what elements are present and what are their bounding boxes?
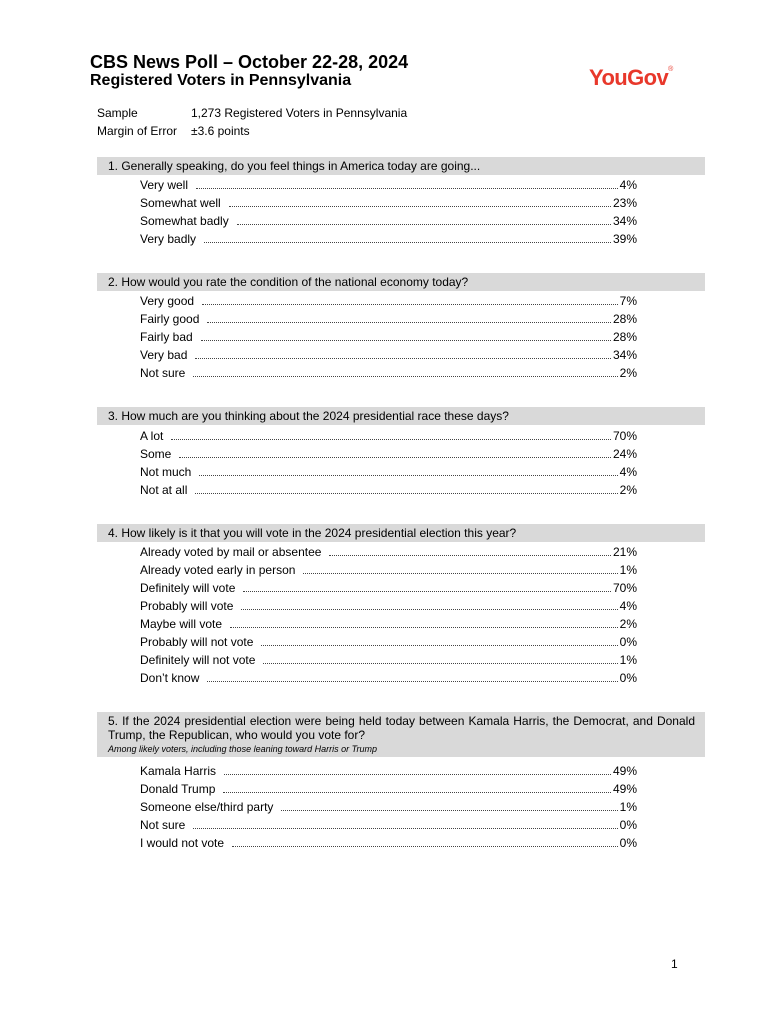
answer-label: Some xyxy=(140,447,172,461)
answer-row xyxy=(140,293,637,308)
answer-row xyxy=(140,616,637,631)
answer-row xyxy=(140,464,637,479)
leader-dots xyxy=(179,457,611,458)
question-2-header xyxy=(97,273,705,291)
answer-value: 4% xyxy=(619,465,637,479)
answer-value: 0% xyxy=(619,836,637,850)
answer-value: 21% xyxy=(612,545,637,559)
leader-dots xyxy=(195,358,611,359)
answer-value: 39% xyxy=(612,232,637,246)
answer-label: Don’t know xyxy=(140,671,200,685)
answer-value: 28% xyxy=(612,330,637,344)
question-3-header xyxy=(97,407,705,425)
leader-dots xyxy=(232,846,618,847)
answer-value: 0% xyxy=(619,635,637,649)
answer-row xyxy=(140,562,637,577)
question-text: 1. Generally speaking, do you feel things in America today are going... xyxy=(108,159,481,173)
leader-dots xyxy=(199,475,617,476)
answer-value: 1% xyxy=(619,800,637,814)
answer-row xyxy=(140,652,637,667)
answer-label: Very bad xyxy=(140,348,188,362)
answer-row xyxy=(140,428,637,443)
answer-label: Fairly bad xyxy=(140,330,193,344)
question-4-header xyxy=(97,524,705,542)
answer-value: 0% xyxy=(619,671,637,685)
answer-label: Not much xyxy=(140,465,192,479)
answer-value: 4% xyxy=(619,599,637,613)
leader-dots xyxy=(224,774,611,775)
leader-dots xyxy=(207,681,617,682)
answer-label: Already voted early in person xyxy=(140,563,296,577)
answer-row xyxy=(140,817,637,832)
answer-label: Somewhat well xyxy=(140,196,221,210)
leader-dots xyxy=(230,627,618,628)
answer-row xyxy=(140,329,637,344)
answer-row xyxy=(140,544,637,559)
answer-value: 1% xyxy=(619,563,637,577)
answer-value: 34% xyxy=(612,348,637,362)
answer-label: I would not vote xyxy=(140,836,225,850)
answer-row xyxy=(140,347,637,362)
answer-value: 4% xyxy=(619,178,637,192)
answer-label: Probably will not vote xyxy=(140,635,254,649)
leader-dots xyxy=(195,493,617,494)
question-text: 5. If the 2024 presidential election were being held today between Kamala Harris, the Democrat, and Donald Trump, the Republican, who would you vote for? xyxy=(108,714,695,742)
answer-label: Somewhat badly xyxy=(140,214,229,228)
leader-dots xyxy=(171,439,611,440)
page-subtitle: Registered Voters in Pennsylvania xyxy=(90,72,352,89)
leader-dots xyxy=(241,609,617,610)
answer-row xyxy=(140,634,637,649)
answer-row xyxy=(140,213,637,228)
leader-dots xyxy=(207,322,611,323)
answer-value: 70% xyxy=(612,581,637,595)
answer-row xyxy=(140,446,637,461)
leader-dots xyxy=(243,591,611,592)
answer-label: Fairly good xyxy=(140,312,200,326)
leader-dots xyxy=(281,810,617,811)
answer-label: Someone else/third party xyxy=(140,800,274,814)
answer-row xyxy=(140,781,637,796)
answer-row xyxy=(140,365,637,380)
answer-row xyxy=(140,482,637,497)
answer-value: 2% xyxy=(619,483,637,497)
leader-dots xyxy=(202,304,618,305)
moe-label: Margin of Error xyxy=(97,124,178,138)
question-note: Among likely voters, including those leaning toward Harris or Trump xyxy=(108,744,377,754)
answer-value: 2% xyxy=(619,366,637,380)
leader-dots xyxy=(196,188,618,189)
answer-label: Very badly xyxy=(140,232,197,246)
moe-value: ±3.6 points xyxy=(191,124,250,138)
sample-value: 1,273 Registered Voters in Pennsylvania xyxy=(191,106,408,120)
margin-of-error-line xyxy=(97,124,250,138)
answer-label: Probably will vote xyxy=(140,599,234,613)
answer-value: 1% xyxy=(619,653,637,667)
sample-line xyxy=(97,106,407,120)
answer-label: Definitely will not vote xyxy=(140,653,256,667)
leader-dots xyxy=(193,828,617,829)
answer-label: Already voted by mail or absentee xyxy=(140,545,322,559)
answer-row xyxy=(140,580,637,595)
answer-row xyxy=(140,598,637,613)
page-title: CBS News Poll – October 22-28, 2024 xyxy=(90,52,409,72)
answer-label: Kamala Harris xyxy=(140,764,217,778)
leader-dots xyxy=(193,376,617,377)
answer-label: Definitely will vote xyxy=(140,581,236,595)
answer-value: 24% xyxy=(612,447,637,461)
answer-label: Very well xyxy=(140,178,189,192)
answer-label: Not sure xyxy=(140,366,186,380)
answer-label: A lot xyxy=(140,429,164,443)
answer-label: Maybe will vote xyxy=(140,617,223,631)
answer-label: Not sure xyxy=(140,818,186,832)
leader-dots xyxy=(223,792,611,793)
leader-dots xyxy=(329,555,611,556)
leader-dots xyxy=(263,663,617,664)
sample-label: Sample xyxy=(97,106,138,120)
leader-dots xyxy=(201,340,611,341)
answer-row xyxy=(140,799,637,814)
answer-row xyxy=(140,835,637,850)
yougov-logo xyxy=(589,65,673,91)
leader-dots xyxy=(261,645,617,646)
leader-dots xyxy=(229,206,611,207)
leader-dots xyxy=(303,573,617,574)
question-text: 4. How likely is it that you will vote in the 2024 presidential election this year? xyxy=(108,526,517,540)
answer-value: 28% xyxy=(612,312,637,326)
answer-value: 7% xyxy=(619,294,637,308)
question-text: 2. How would you rate the condition of the national economy today? xyxy=(108,275,469,289)
leader-dots xyxy=(204,242,611,243)
answer-row xyxy=(140,763,637,778)
page-number: 1 xyxy=(671,957,678,971)
answer-row xyxy=(140,195,637,210)
question-text: 3. How much are you thinking about the 2024 presidential race these days? xyxy=(108,409,509,423)
leader-dots xyxy=(237,224,611,225)
answer-row xyxy=(140,177,637,192)
answer-value: 70% xyxy=(612,429,637,443)
answer-row xyxy=(140,231,637,246)
answer-value: 2% xyxy=(619,617,637,631)
logo-text: YouGov xyxy=(589,65,669,90)
registered-mark-icon: ® xyxy=(668,66,673,73)
answer-label: Donald Trump xyxy=(140,782,216,796)
answer-value: 23% xyxy=(612,196,637,210)
answer-row xyxy=(140,670,637,685)
answer-row xyxy=(140,311,637,326)
question-1-header xyxy=(97,157,705,175)
answer-value: 34% xyxy=(612,214,637,228)
answer-value: 0% xyxy=(619,818,637,832)
answer-value: 49% xyxy=(612,782,637,796)
answer-label: Not at all xyxy=(140,483,188,497)
question-5-header xyxy=(97,712,705,757)
answer-value: 49% xyxy=(612,764,637,778)
answer-label: Very good xyxy=(140,294,195,308)
